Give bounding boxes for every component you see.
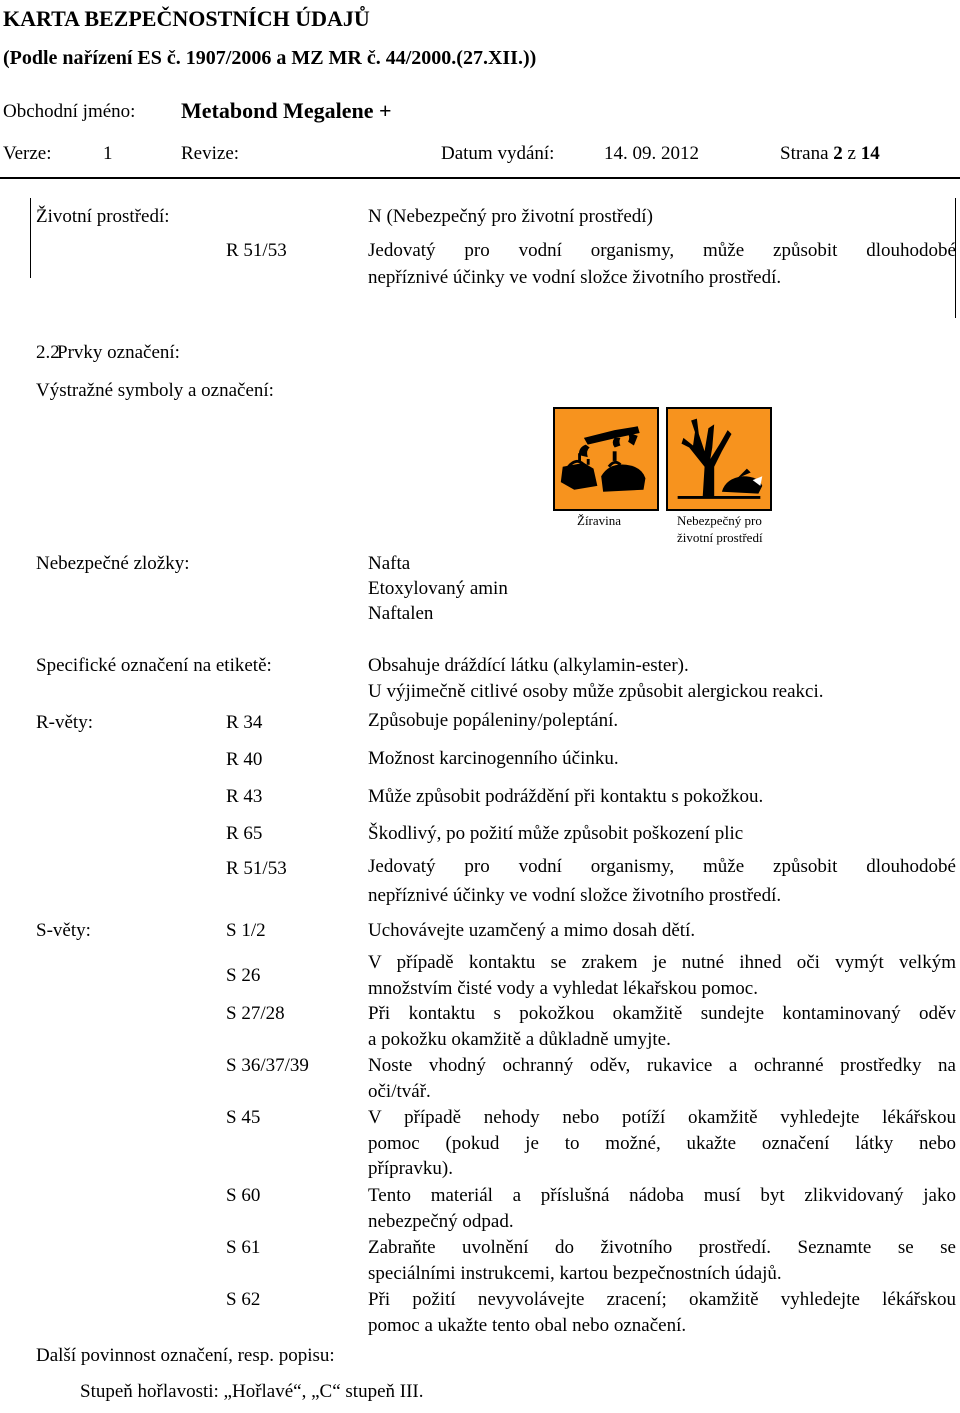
r-phrase-code: R 40 bbox=[226, 749, 263, 770]
version-label: Verze: bbox=[3, 143, 52, 164]
environment-label: Životní prostředí: bbox=[36, 206, 170, 227]
hazardous-components-label: Nebezpečné zložky: bbox=[36, 553, 190, 574]
flammability-text: Stupeň hořlavosti: „Hořlavé“, „C“ stupeň III. bbox=[80, 1381, 424, 1402]
r-phrase-code: R 43 bbox=[226, 786, 263, 807]
page-label: Strana bbox=[780, 143, 829, 164]
s-phrase-text: přípravku). bbox=[368, 1158, 453, 1179]
header-divider bbox=[0, 177, 960, 179]
s-phrase-text: Při požití nevyvolávejte zracení; okamžitě vyhledejte lékářskou bbox=[368, 1289, 956, 1310]
r-phrase-text: Škodlivý, po požití může způsobit poškození plic bbox=[368, 823, 744, 844]
s-phrases-label: S-věty: bbox=[36, 920, 91, 941]
left-border-line bbox=[30, 198, 31, 278]
s-phrase-text: Při kontaktu s pokožkou okamžitě sundejte kontaminovaný oděv bbox=[368, 1003, 956, 1024]
page-indicator bbox=[780, 143, 880, 165]
component-item: Nafta bbox=[368, 553, 411, 574]
r-phrase-text-line2: nepříznivé účinky ve vodní složce životního prostředí. bbox=[368, 885, 782, 906]
revision-label: Revize: bbox=[181, 143, 240, 164]
component-item: Etoxylovaný amin bbox=[368, 578, 508, 599]
trade-name-label: Obchodní jméno: bbox=[3, 101, 136, 122]
corrosive-caption: Žíravina bbox=[577, 513, 622, 528]
r-phrase-code: R 51/53 bbox=[226, 858, 287, 879]
page-total: 14 bbox=[860, 143, 880, 164]
s-phrase-text: množstvím čisté vody a vyhledat lékařskou pomoc. bbox=[368, 978, 758, 999]
s-phrase-code: S 27/28 bbox=[226, 1003, 285, 1024]
issue-date-label: Datum vydání: bbox=[441, 143, 555, 164]
environment-caption-line1: Nebezpečný pro bbox=[677, 513, 762, 528]
r-phrase-text: Možnost karcinogenního účinku. bbox=[368, 748, 619, 769]
specific-line2: U výjimečně citlivé osoby může způsobit alergickou reakci. bbox=[368, 681, 824, 702]
symbols-label: Výstražné symboly a označení: bbox=[36, 380, 274, 401]
s-phrase-code: S 45 bbox=[226, 1107, 261, 1128]
s-phrase-code: S 61 bbox=[226, 1237, 261, 1258]
r-phrase-text: Jedovatý pro vodní organismy, může způsobit dlouhodobé bbox=[368, 856, 956, 877]
s-phrase-text: speciálními instrukcemi, kartou bezpečnostních údajů. bbox=[368, 1263, 782, 1284]
s-phrase-code: S 60 bbox=[226, 1185, 261, 1206]
s-phrase-code: S 62 bbox=[226, 1289, 261, 1310]
issue-date-value: 14. 09. 2012 bbox=[604, 143, 699, 164]
s-phrase-text: pomoc (pokud je to možné, ukažte označení látky nebo bbox=[368, 1133, 956, 1154]
s-phrase-text: oči/tvář. bbox=[368, 1081, 431, 1102]
s-phrase-code: S 26 bbox=[226, 965, 261, 986]
s-phrase-text: a pokožku okamžitě a důkladně umyjte. bbox=[368, 1029, 671, 1050]
specific-label: Specifické označení na etiketě: bbox=[36, 655, 272, 676]
s-phrase-text: pomoc a ukažte tento obal nebo označení. bbox=[368, 1315, 687, 1336]
dead-tree-fish-icon bbox=[666, 407, 772, 511]
document-subtitle: (Podle nařízení ES č. 1907/2006 a MZ MR č. 44/2000.(27.XII.)) bbox=[3, 47, 537, 69]
s-phrase-code: S 36/37/39 bbox=[226, 1055, 309, 1076]
s-phrase-text: nebezpečný odpad. bbox=[368, 1211, 514, 1232]
trade-name-value: Metabond Megalene + bbox=[181, 98, 392, 123]
specific-line1: Obsahuje dráždící látku (alkylamin-ester). bbox=[368, 655, 689, 676]
environment-caption-line2: životní prostředí bbox=[677, 530, 763, 545]
environment-symbol-text: N (Nebezpečný pro životní prostředí) bbox=[368, 206, 653, 227]
s-phrase-code: S 1/2 bbox=[226, 920, 266, 941]
environment-r-line1: Jedovatý pro vodní organismy, může způsobit dlouhodobé bbox=[368, 240, 956, 261]
r-phrase-code: R 34 bbox=[226, 712, 263, 733]
further-label: Další povinnost označení, resp. popisu: bbox=[36, 1345, 335, 1366]
document-title: KARTA BEZPEČNOSTNÍCH ÚDAJŮ bbox=[3, 6, 370, 31]
s-phrase-text: V případě kontaktu se zrakem je nutné ihned oči vymýt velkým bbox=[368, 952, 956, 973]
environment-r-code: R 51/53 bbox=[226, 240, 287, 261]
version-value: 1 bbox=[103, 143, 113, 164]
r-phrase-text: Způsobuje popáleniny/poleptání. bbox=[368, 710, 619, 731]
corrosive-icon bbox=[553, 407, 659, 511]
s-phrase-text: Uchovávejte uzamčený a mimo dosah dětí. bbox=[368, 920, 696, 941]
s-phrase-text: V případě nehody nebo potíží okamžitě vyhledejte lékářskou bbox=[368, 1107, 956, 1128]
environment-r-line2: nepříznivé účinky ve vodní složce životního prostředí. bbox=[368, 267, 782, 288]
s-phrase-text: Zabraňte uvolnění do životního prostředí. Seznamte se se bbox=[368, 1237, 956, 1258]
s-phrase-text: Noste vhodný ochranný oděv, rukavice a ochranné prostředky na bbox=[368, 1055, 956, 1076]
section-number: 2.2 bbox=[36, 342, 60, 363]
component-item: Naftalen bbox=[368, 603, 434, 624]
r-phrase-text: Může způsobit podráždění při kontaktu s pokožkou. bbox=[368, 786, 764, 807]
page-sep: z bbox=[847, 143, 856, 164]
r-phrases-label: R-věty: bbox=[36, 712, 93, 733]
page-number: 2 bbox=[833, 143, 843, 164]
r-phrase-code: R 65 bbox=[226, 823, 263, 844]
s-phrase-text: Tento materiál a příslušná nádoba musí byt zlikvidovaný jako bbox=[368, 1185, 956, 1206]
section-title: Prvky označení: bbox=[57, 342, 180, 363]
